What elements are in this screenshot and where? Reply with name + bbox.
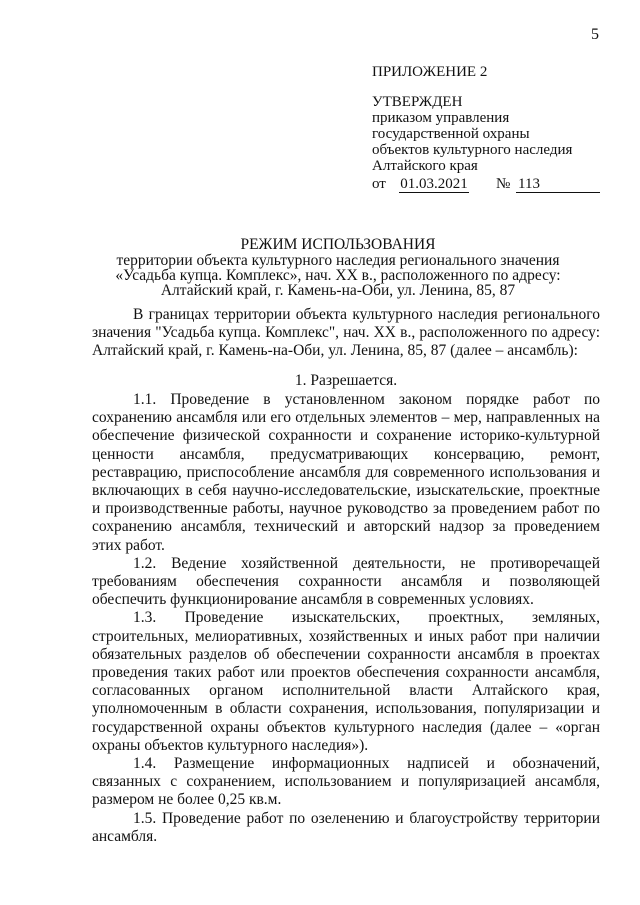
intro-paragraph-block xyxy=(92,306,600,361)
approval-line: объектов культурного наследия xyxy=(372,142,573,158)
order-number: 113 xyxy=(516,176,600,193)
item-1-2: 1.2. Ведение хозяйственной деятельности, не противоречащей требованиям обеспечения сохранности ансамбля и позволяющей обеспечить функционирование ансамбля в современных условиях. xyxy=(92,554,600,609)
page-number: 5 xyxy=(591,26,599,43)
regime-title: РЕЖИМ ИСПОЛЬЗОВАНИЯ xyxy=(240,236,436,253)
item-1-1: 1.1. Проведение в установленном законом порядке работ по сохранению ансамбля или его отдельных элементов – мер, направленных на обеспечение физической сохранности и сохранение историко-культурной ценности ансамбля, предусматривающих консервацию, ремонт, реставрацию, приспособление ансамбля для современного использования и включающих в себя научно-исследовательские, изыскательские, проектные и производственные работы, научное руководство за проведением работ по сохранению ансамбля, технический и авторский надзор за проведением этих работ. xyxy=(92,391,600,554)
approval-block xyxy=(372,62,572,194)
item-1-4: 1.4. Размещение информационных надписей и обозначений, связанных с сохранением, использованием и популяризацией ансамбля, размером не более 0,25 кв.м. xyxy=(92,755,600,809)
approval-line: государственной охраны xyxy=(372,126,530,142)
appendix-title: ПРИЛОЖЕНИЕ 2 xyxy=(372,64,488,80)
subtitle-line: территории объекта культурного наследия регионального значения xyxy=(116,252,560,269)
item-1-3: 1.3. Проведение изыскательских, проектных, земляных, строительных, мелиоративных, хозяйственных и иных работ при наличии обязательных разделов об обеспечении сохранности ансамбля в проектах проведения таких работ или проектов обеспечения сохранности ансамбля, согласованных органом исполнительной власти Алтайского края, уполномоченным в области сохранения, использования, популяризации и государственной охраны объектов культурного наследия (далее – «орган охраны объектов культурного наследия»). xyxy=(92,609,600,754)
subtitle-line: «Усадьба купца. Комплекс», нач. XX в., расположенного по адресу: xyxy=(115,267,561,284)
number-sign: № xyxy=(496,176,511,192)
order-date-number-line xyxy=(372,176,572,194)
permitted-items xyxy=(92,391,600,846)
subtitle-line: Алтайский край, г. Камень-на-Оби, ул. Ленина, 85, 87 xyxy=(160,282,516,299)
regime-subtitle xyxy=(78,253,598,298)
item-1-5: 1.5. Проведение работ по озеленению и благоустройству территории ансамбля. xyxy=(92,809,600,845)
date-prefix: от xyxy=(372,176,386,192)
approval-line: Алтайского края xyxy=(372,158,478,174)
intro-paragraph: В границах территории объекта культурного наследия регионального значения "Усадьба купца. Комплекс", нач. XX в., расположенного по адресу: Алтайский край, г. Камень-на-Оби, ул. Ленина, 85, 87 (далее – ансамбль): xyxy=(92,306,600,360)
approved-title: УТВЕРЖДЕН xyxy=(372,94,463,110)
order-date: 01.03.2021 xyxy=(400,176,468,192)
approval-line: приказом управления xyxy=(372,110,510,126)
section-heading: 1. Разрешается. xyxy=(294,372,398,389)
